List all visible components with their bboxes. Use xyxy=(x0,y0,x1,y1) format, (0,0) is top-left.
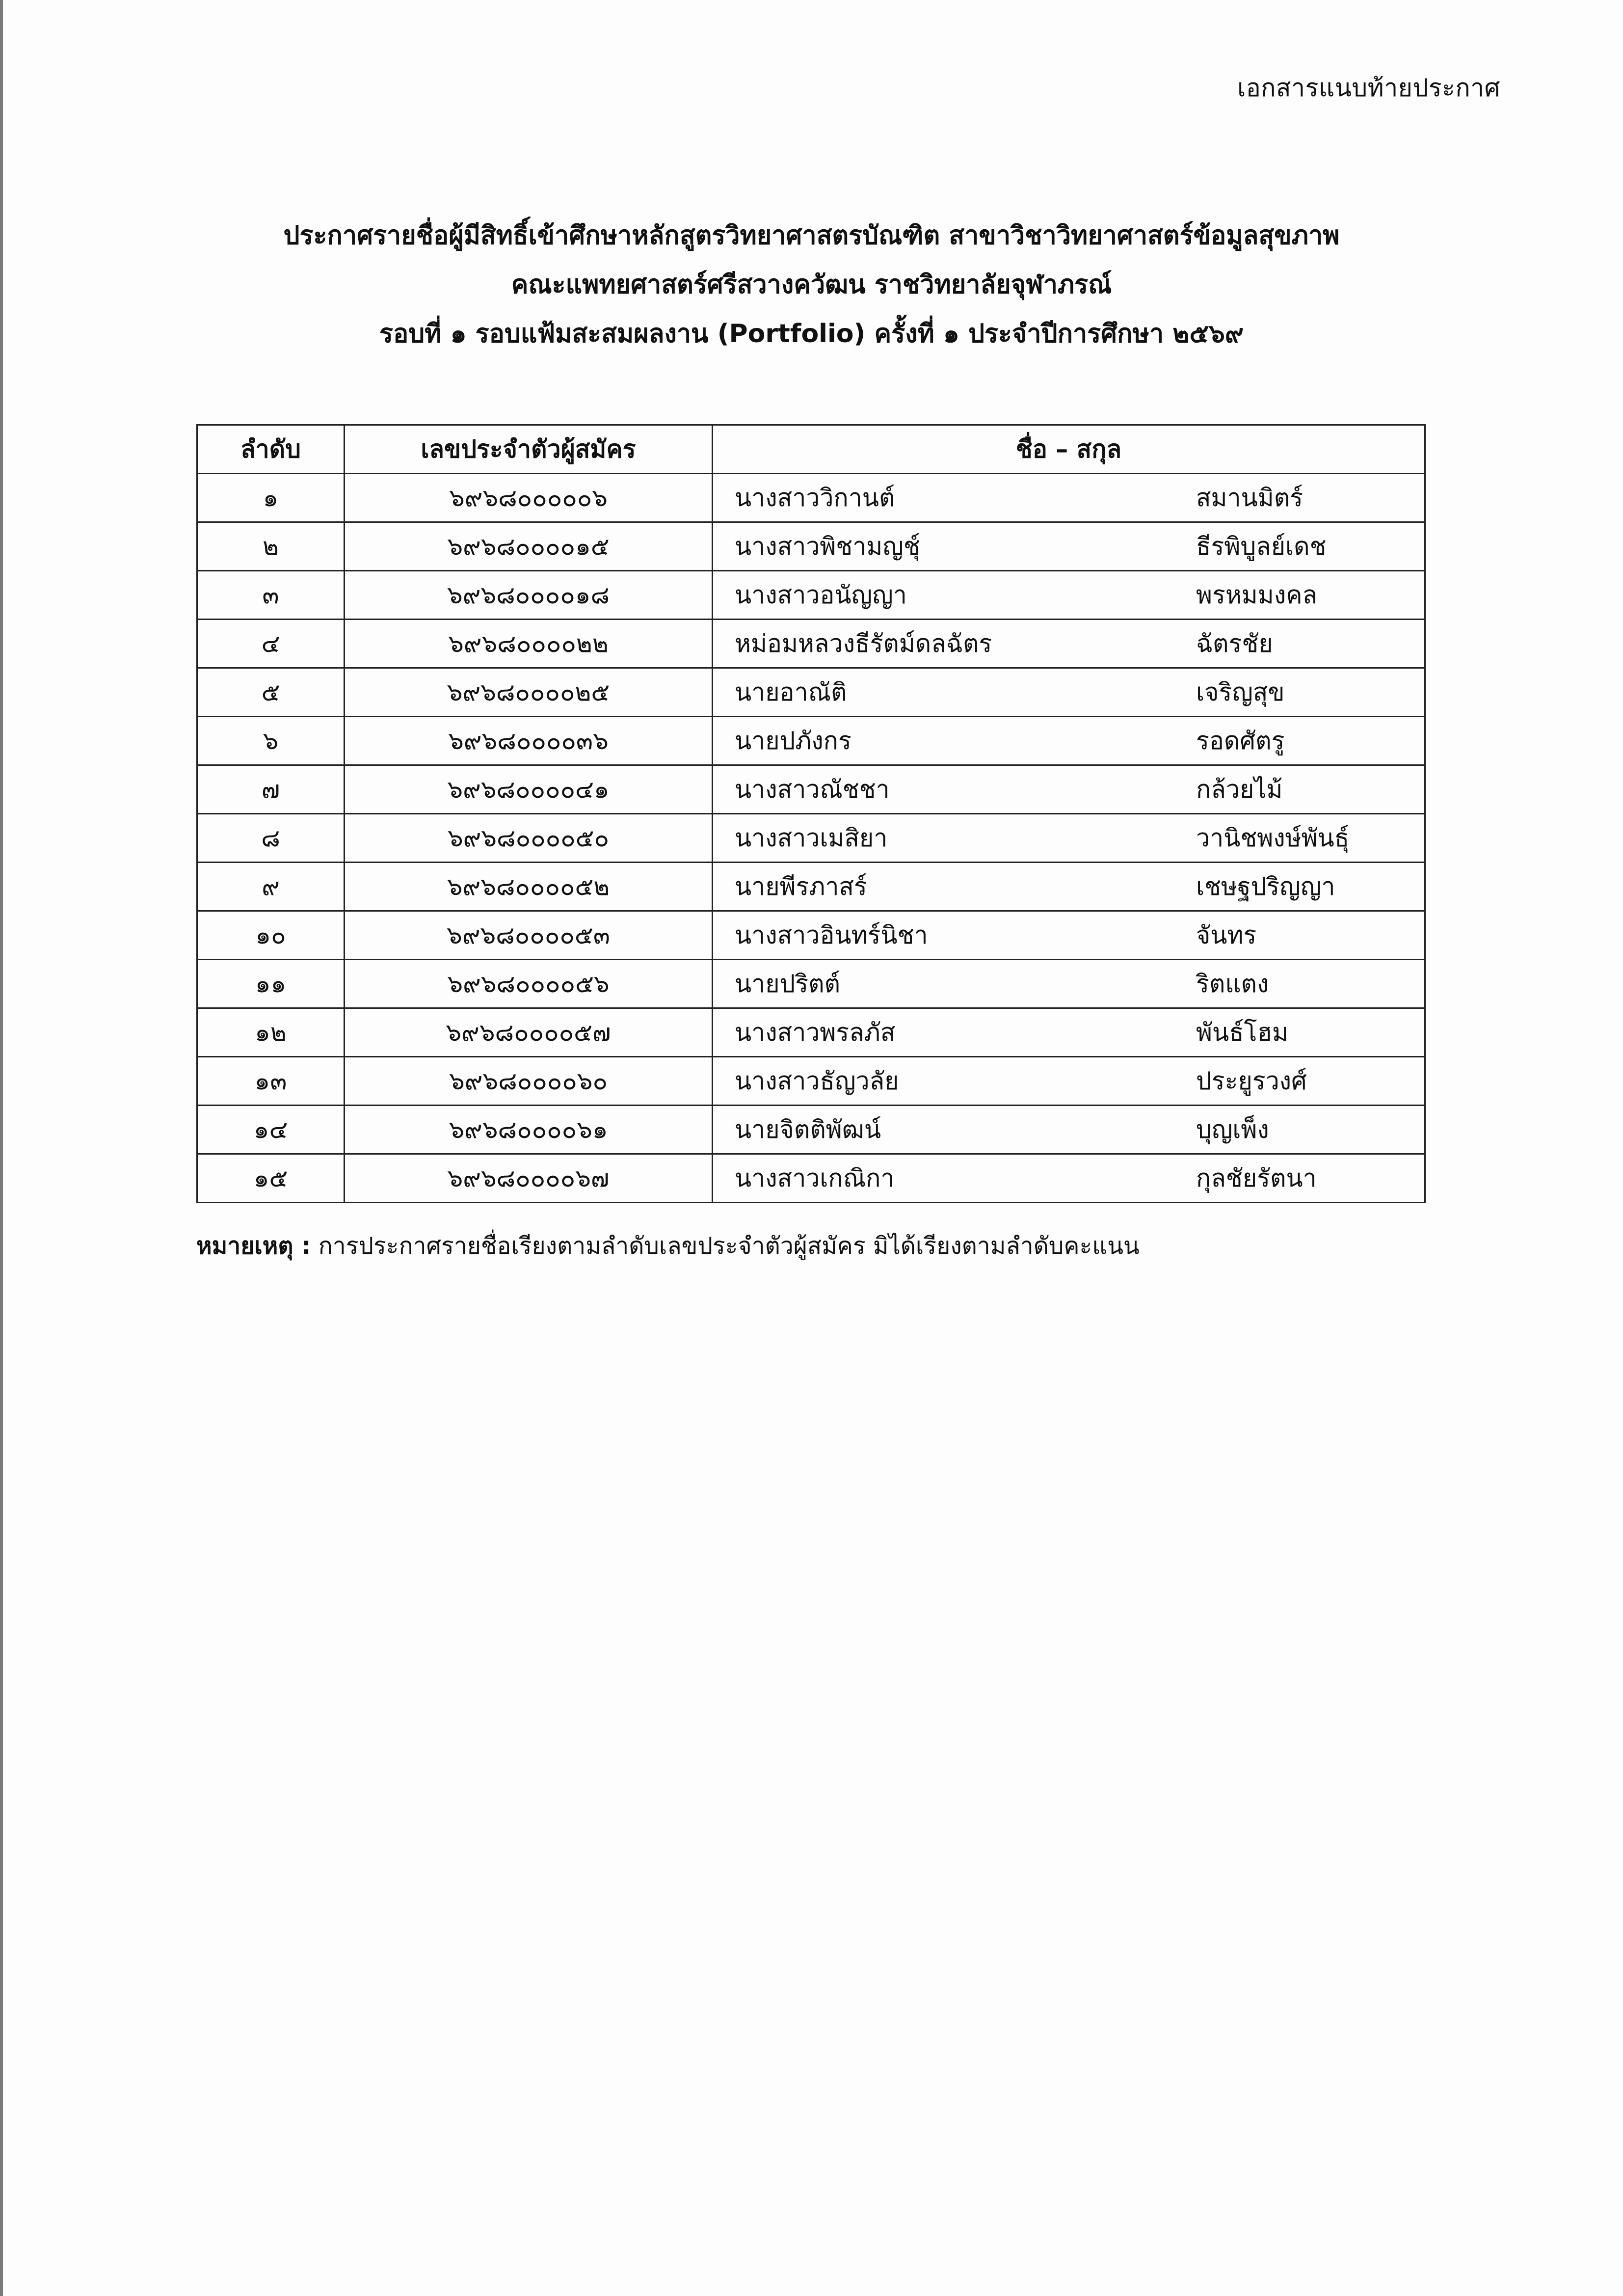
name-wrapper xyxy=(735,819,1424,858)
name-wrapper xyxy=(735,576,1424,615)
applicant-surname: พันธ์โฮม xyxy=(1196,1018,1288,1047)
applicant-fullname: นายปภังกร xyxy=(735,726,851,755)
applicant-id: ๖๙๖๘๐๐๐๐๕๐ xyxy=(345,814,713,863)
applicant-id: ๖๙๖๘๐๐๐๐๒๕ xyxy=(345,668,713,717)
name-wrapper xyxy=(735,1013,1424,1052)
footnote-label: หมายเหตุ : xyxy=(196,1232,311,1260)
applicant-id: ๖๙๖๘๐๐๐๐๕๗ xyxy=(345,1008,713,1057)
footnote-text: การประกาศรายชื่อเรียงตามลำดับเลขประจำตัวผู้สมัคร มิได้เรียงตามลำดับคะแนน xyxy=(311,1232,1140,1260)
applicant-fullname: นางสาวพรลภัส xyxy=(735,1018,896,1047)
applicant-id: ๖๙๖๘๐๐๐๐๐๖ xyxy=(345,474,713,522)
applicant-name-cell xyxy=(713,1008,1425,1057)
applicant-surname: ริตแตง xyxy=(1196,969,1269,998)
table-row xyxy=(197,1057,1425,1106)
applicant-id: ๖๙๖๘๐๐๐๐๕๖ xyxy=(345,960,713,1008)
applicant-name-cell xyxy=(713,668,1425,717)
table-row xyxy=(197,814,1425,863)
applicant-id: ๖๙๖๘๐๐๐๐๒๒ xyxy=(345,620,713,668)
title-line-1: ประกาศรายชื่อผู้มีสิทธิ์เข้าศึกษาหลักสูตรวิทยาศาสตรบัณฑิต สาขาวิชาวิทยาศาสตร์ข้อมูลสุขภาพ xyxy=(283,221,1340,250)
applicant-name-cell xyxy=(713,1106,1425,1154)
applicant-surname: รอดศัตรู xyxy=(1196,726,1285,755)
applicant-surname: กุลชัยรัตนา xyxy=(1196,1163,1317,1192)
applicant-surname: ฉัตรชัย xyxy=(1196,629,1273,658)
applicant-name-cell xyxy=(713,765,1425,814)
applicant-fullname: นางสาวธัญวลัย xyxy=(735,1066,899,1095)
applicant-id: ๖๙๖๘๐๐๐๐๑๕ xyxy=(345,522,713,571)
applicant-surname: สมานมิตร์ xyxy=(1196,483,1304,512)
row-number: ๙ xyxy=(197,863,345,911)
row-number: ๕ xyxy=(197,668,345,717)
table-header-row xyxy=(197,425,1425,474)
table-row xyxy=(197,1106,1425,1154)
applicant-id: ๖๙๖๘๐๐๐๐๕๓ xyxy=(345,911,713,960)
applicant-id: ๖๙๖๘๐๐๐๐๑๘ xyxy=(345,571,713,620)
applicant-name-cell xyxy=(713,814,1425,863)
applicant-id: ๖๙๖๘๐๐๐๐๕๒ xyxy=(345,863,713,911)
table-row xyxy=(197,960,1425,1008)
applicant-name-cell xyxy=(713,1057,1425,1106)
table-row xyxy=(197,571,1425,620)
name-wrapper xyxy=(735,479,1424,517)
applicant-fullname: นางสาวพิชามญชุ์ xyxy=(735,532,920,561)
applicant-surname: จันทร xyxy=(1196,920,1257,949)
applicant-surname: ธีรพิบูลย์เดช xyxy=(1196,532,1327,561)
applicant-fullname: นางสาววิกานต์ xyxy=(735,483,895,512)
row-number: ๑๕ xyxy=(197,1154,345,1203)
table-row xyxy=(197,522,1425,571)
applicant-name-cell xyxy=(713,911,1425,960)
table-row xyxy=(197,474,1425,522)
title-line-2: คณะแพทยศาสตร์ศรีสวางควัฒน ราชวิทยาลัยจุฬาภรณ์ xyxy=(511,270,1112,299)
applicant-id: ๖๙๖๘๐๐๐๐๖๐ xyxy=(345,1057,713,1106)
table-row xyxy=(197,863,1425,911)
row-number: ๘ xyxy=(197,814,345,863)
applicant-surname: ประยูรวงศ์ xyxy=(1196,1066,1307,1095)
applicant-fullname: นางสาวเมสิยา xyxy=(735,823,888,852)
applicant-id: ๖๙๖๘๐๐๐๐๖๗ xyxy=(345,1154,713,1203)
applicant-surname: บุญเพ็ง xyxy=(1196,1115,1269,1144)
table-row xyxy=(197,717,1425,765)
footnote xyxy=(196,1227,1140,1265)
row-number: ๗ xyxy=(197,765,345,814)
row-number: ๑ xyxy=(197,474,345,522)
row-number: ๑๔ xyxy=(197,1106,345,1154)
header-no: ลำดับ xyxy=(197,425,345,474)
name-wrapper xyxy=(735,1159,1424,1198)
header-applicant-id: เลขประจำตัวผู้สมัคร xyxy=(345,425,713,474)
applicant-surname: เชษฐปริญญา xyxy=(1196,872,1335,901)
row-number: ๖ xyxy=(197,717,345,765)
applicant-fullname: นายปริตต์ xyxy=(735,969,841,998)
applicant-name-cell xyxy=(713,522,1425,571)
table-row xyxy=(197,911,1425,960)
announcement-title xyxy=(0,211,1623,358)
applicant-name-cell xyxy=(713,1154,1425,1203)
table-row xyxy=(197,1008,1425,1057)
row-number: ๔ xyxy=(197,620,345,668)
row-number: ๑๐ xyxy=(197,911,345,960)
header-name: ชื่อ – สกุล xyxy=(713,425,1425,474)
applicant-fullname: นายจิตติพัฒน์ xyxy=(735,1115,881,1144)
name-wrapper xyxy=(735,1110,1424,1149)
table-row xyxy=(197,765,1425,814)
applicant-fullname: นางสาวอินทร์นิชา xyxy=(735,920,928,949)
name-wrapper xyxy=(735,867,1424,906)
name-wrapper xyxy=(735,965,1424,1003)
applicant-fullname: นายพีรภาสร์ xyxy=(735,872,867,901)
applicant-surname: วานิชพงษ์พันธุ์ xyxy=(1196,823,1350,852)
applicant-surname: พรหมมงคล xyxy=(1196,580,1318,609)
table-row xyxy=(197,620,1425,668)
applicant-name-cell xyxy=(713,620,1425,668)
applicant-fullname: นางสาวอนัญญา xyxy=(735,580,907,609)
title-line-3: รอบที่ ๑ รอบแฟ้มสะสมผลงาน (Portfolio) ครั้งที่ ๑ ประจำปีการศึกษา ๒๕๖๙ xyxy=(379,319,1244,349)
name-wrapper xyxy=(735,916,1424,955)
applicant-name-cell xyxy=(713,717,1425,765)
applicant-name-cell xyxy=(713,960,1425,1008)
applicant-fullname: หม่อมหลวงธีรัตม์ดลฉัตร xyxy=(735,629,992,658)
name-wrapper xyxy=(735,624,1424,663)
applicant-id: ๖๙๖๘๐๐๐๐๔๑ xyxy=(345,765,713,814)
row-number: ๓ xyxy=(197,571,345,620)
name-wrapper xyxy=(735,527,1424,566)
row-number: ๑๓ xyxy=(197,1057,345,1106)
name-wrapper xyxy=(735,770,1424,809)
applicant-fullname: นางสาวเกณิกา xyxy=(735,1163,895,1192)
applicant-id: ๖๙๖๘๐๐๐๐๓๖ xyxy=(345,717,713,765)
applicant-id: ๖๙๖๘๐๐๐๐๖๑ xyxy=(345,1106,713,1154)
applicant-surname: กล้วยไม้ xyxy=(1196,775,1283,804)
row-number: ๑๑ xyxy=(197,960,345,1008)
name-wrapper xyxy=(735,1062,1424,1101)
row-number: ๒ xyxy=(197,522,345,571)
name-wrapper xyxy=(735,722,1424,760)
applicant-fullname: นายอาณัติ xyxy=(735,677,847,706)
applicant-name-cell xyxy=(713,571,1425,620)
applicant-surname: เจริญสุข xyxy=(1196,677,1285,706)
table-row xyxy=(197,1154,1425,1203)
document-label: เอกสารแนบท้ายประกาศ xyxy=(1237,74,1500,102)
name-wrapper xyxy=(735,673,1424,712)
applicant-name-cell xyxy=(713,863,1425,911)
applicant-name-cell xyxy=(713,474,1425,522)
applicant-fullname: นางสาวณัชชา xyxy=(735,775,890,804)
table-row xyxy=(197,668,1425,717)
applicant-table xyxy=(196,424,1426,1203)
row-number: ๑๒ xyxy=(197,1008,345,1057)
